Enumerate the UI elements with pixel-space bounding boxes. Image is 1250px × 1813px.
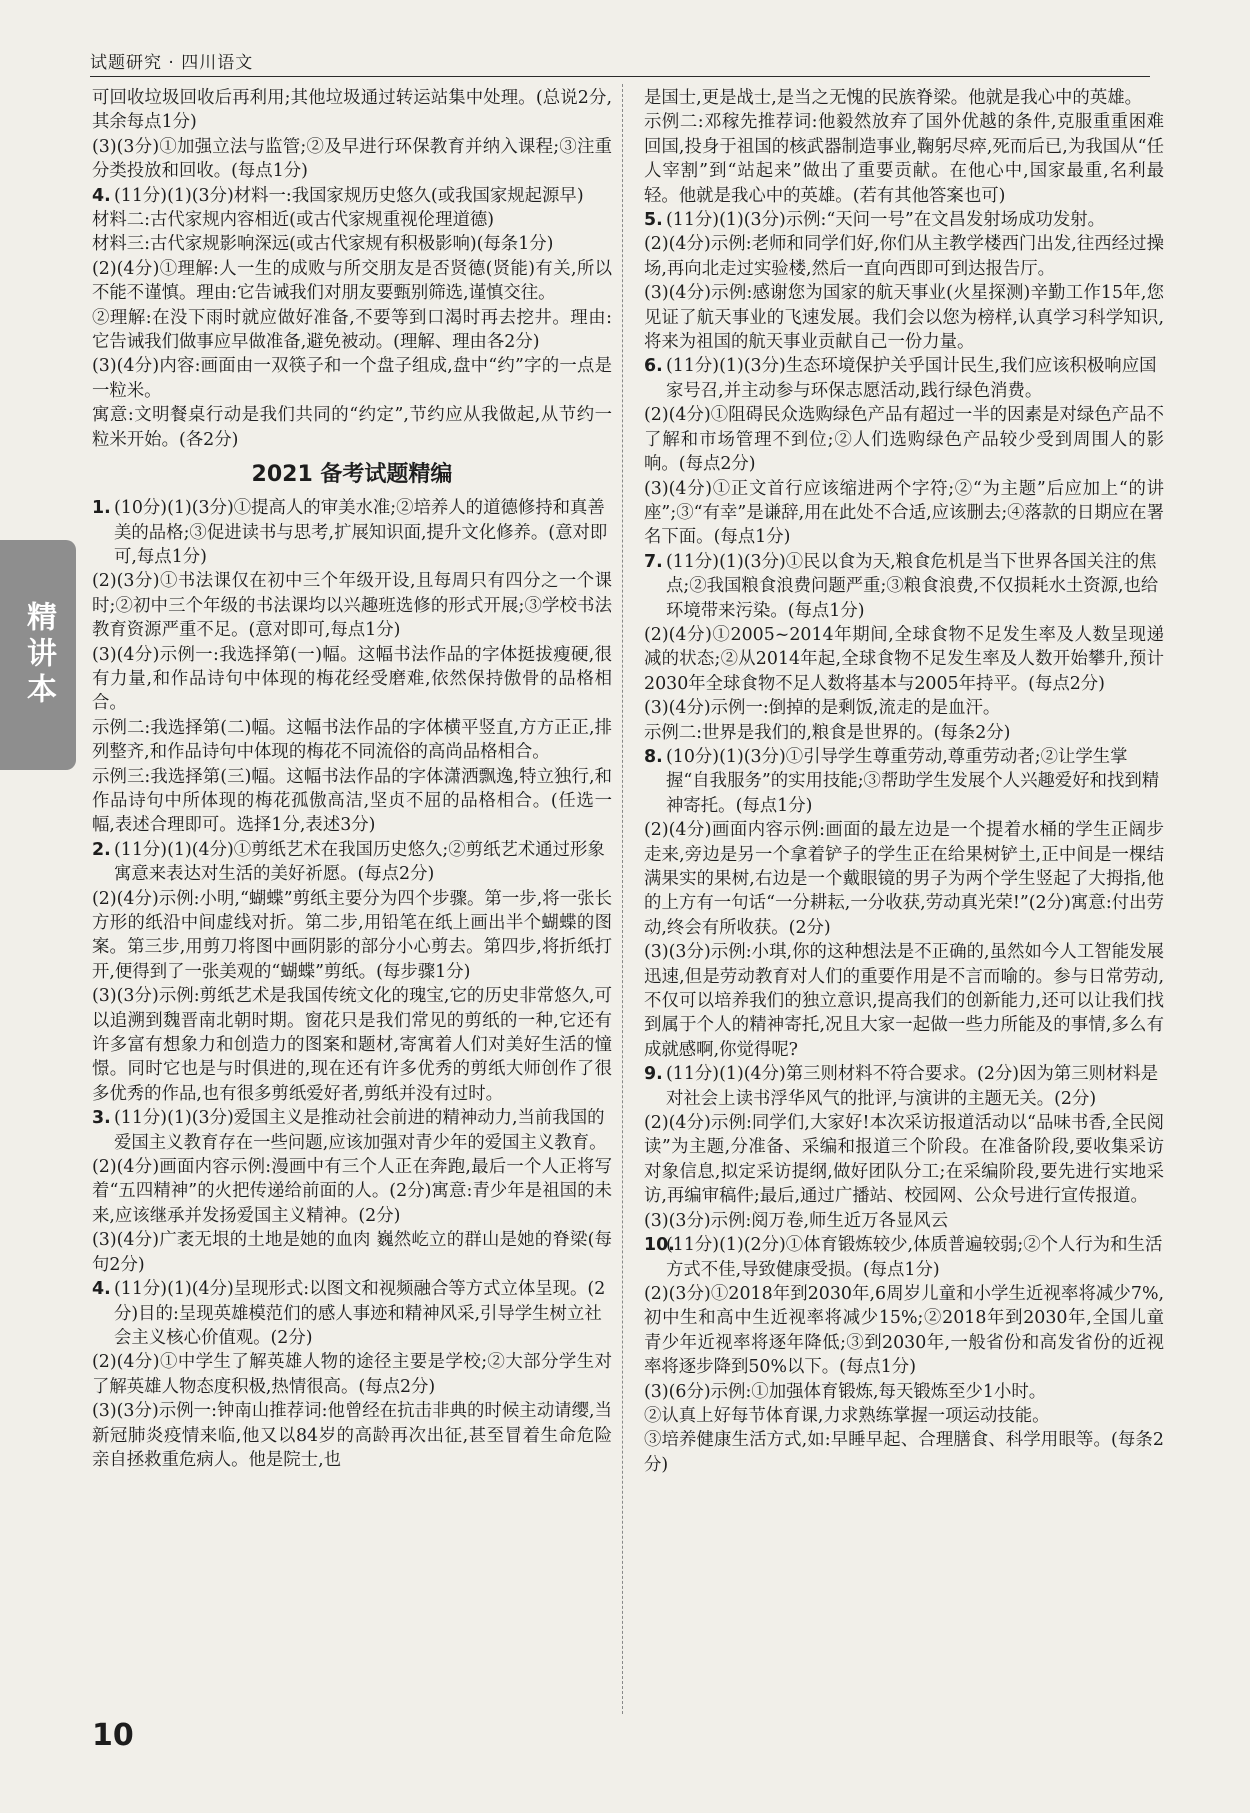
answer-line: 材料二:古代家规内容相近(或古代家规重视伦理道德) [92, 210, 495, 231]
question-item-8 [644, 745, 1164, 818]
answer-line: (2)(4分)示例:小明,“蝴蝶”剪纸主要分为四个步骤。第一步,将一张长方形的纸沿中间虚线对折。第二步,用铅笔在纸上画出半个蝴蝶的图案。第三步,用剪刀将图中画阴影的部分小心剪去。第四步,将折纸打开,便得到了一张美观的“蝴蝶”剪纸。(每步骤1分) [92, 888, 612, 982]
left-column [92, 86, 612, 1472]
answer-line: (2)(3分)①书法课仅在初中三个年级开设,且每周只有四分之一个课时;②初中三个年级的书法课均以兴趣班选修的形式开展;③学校书法教育资源严重不足。(意对即可,每点1分) [92, 571, 612, 641]
answer-line: (2)(4分)示例:老师和同学们好,你们从主教学楼西门出发,往西经过操场,再向北走过实验楼,然后一直向西即可到达报告厅。 [644, 234, 1164, 279]
answer-line: 示例三:我选择第(三)幅。这幅书法作品的字体潇洒飘逸,特立独行,和作品诗句中所体现的梅花孤傲高洁,坚贞不屈的品格相合。(任选一幅,表述合理即可。选择1分,表述3分) [92, 766, 612, 836]
item-text: (11分)(1)(4分)呈现形式:以图文和视频融合等方式立体呈现。(2分)目的:呈现英雄模范们的感人事迹和精神风采,引导学生树立社会主义核心价值观。(2分) [114, 1279, 606, 1348]
question-item-10 [644, 1233, 1164, 1282]
answer-line: (3)(3分)示例:小琪,你的这种想法是不正确的,虽然如今人工智能发展迅速,但是劳动教育对人们的重要作用是不言而喻的。参与日常劳动,不仅可以培养我们的独立意识,提高我们的创新能力,还可以让我们找到属于个人的精神寄托,况且大家一起做一些力所能及的事情,多么有成就感啊,你觉得呢? [644, 942, 1164, 1060]
header-rule [90, 76, 1150, 77]
page-header-title: 试题研究 · 四川语文 [90, 53, 254, 73]
answer-line: 示例二:我选择第(二)幅。这幅书法作品的字体横平竖直,方方正正,排列整齐,和作品诗句中体现的梅花不同流俗的高尚品格相合。 [92, 717, 612, 763]
item-number: 5. [644, 210, 663, 231]
answer-line: ②理解:在没下雨时就应做好准备,不要等到口渴时再去挖井。理由:它告诫我们做事应早做准备,避免被动。(理解、理由各2分) [92, 307, 612, 353]
answer-line: 可回收垃圾回收后再利用;其他垃圾通过转运站集中处理。(总说2分,其余每点1分) [92, 88, 612, 133]
question-item-7 [644, 550, 1164, 623]
question-item-1 [92, 496, 612, 569]
item-number: 10. [644, 1235, 675, 1256]
answer-line: (2)(4分)画面内容示例:画面的最左边是一个提着水桶的学生正阔步走来,旁边是另一个拿着铲子的学生正在给果树铲土,正中间是一棵结满果实的果树,右边是一个戴眼镜的男子为两个学生竖起了大拇指,他的上方有一句话“一分耕耘,一分收获,劳动真光荣!”(2分)寓意:付出劳动,终会有所收获。(2分) [644, 820, 1164, 938]
item-text: (11分)(1)(4分)①剪纸艺术在我国历史悠久;②剪纸艺术通过形象寓意来表达对生活的美好祈愿。(每点2分) [114, 839, 605, 885]
answer-line: (2)(4分)①2005~2014年期间,全球食物不足发生率及人数呈现递减的状态;②从2014年起,全球食物不足发生率及人数开始攀升,预计2030年全球食物不足人数将基本与2005年持平。(每点2分) [644, 624, 1164, 694]
answer-line: (2)(4分)①理解:人一生的成败与所交朋友是否贤德(贤能)有关,所以不能不谨慎。理由:它告诫我们对朋友要甄别筛选,谨慎交往。 [92, 258, 612, 304]
item-number: 6. [644, 356, 663, 377]
answer-line: 是国士,更是战士,是当之无愧的民族脊梁。他就是我心中的英雄。 [644, 88, 1142, 108]
item-text: (10分)(1)(3分)①引导学生尊重劳动,尊重劳动者;②让学生掌握“自我服务”的实用技能;③帮助学生发展个人兴趣爱好和找到精神寄托。(每点1分) [666, 746, 1160, 816]
item-number: 8. [644, 746, 663, 767]
section-heading: 2021 备考试题精编 [251, 462, 453, 488]
question-item-3 [92, 1106, 612, 1155]
item-text: (11分)(1)(3分)材料一:我国家规历史悠久(或我国家规起源早) [114, 185, 584, 206]
answer-line: (3)(3分)示例:阅万卷,师生近万各显风云 [644, 1210, 949, 1231]
item-number: 9. [644, 1064, 663, 1085]
answer-line: (3)(4分)示例一:倒掉的是剩饭,流走的是血汗。 [644, 698, 1001, 719]
answer-line: (3)(4分)①正文首行应该缩进两个字符;②“为主题”后应加上“的讲座”;③“有幸”是谦辞,用在此处不合适,应该删去;④落款的日期应在署名下面。(每点1分) [644, 478, 1164, 548]
item-text: (11分)(1)(3分)①民以食为天,粮食危机是当下世界各国关注的焦点;②我国粮食浪费问题严重;③粮食浪费,不仅损耗水土资源,也给环境带来污染。(每点1分) [666, 551, 1159, 621]
answer-line: (3)(3分)①加强立法与监管;②及早进行环保教育并纳入课程;③注重分类投放和回收。(每点1分) [92, 136, 612, 182]
item-number: 2. [92, 839, 111, 860]
item-text: (11分)(1)(3分)爱国主义是推动社会前进的精神动力,当前我国的爱国主义教育存在一些问题,应该加强对青少年的爱国主义教育。 [114, 1108, 607, 1153]
answer-line: (3)(4分)示例:感谢您为国家的航天事业(火星探测)辛勤工作15年,您见证了航天事业的飞速发展。我们会以您为榜样,认真学习科学知识,将来为祖国的航天事业贡献自己一份力量。 [644, 283, 1164, 353]
answer-line: 寓意:文明餐桌行动是我们共同的“约定”,节约应从我做起,从节约一粒米开始。(各2分) [92, 405, 612, 450]
item-number: 1. [92, 498, 111, 519]
item-text: (10分)(1)(3分)①提高人的审美水准;②培养人的道德修持和真善美的品格;③促进读书与思考,扩展知识面,提升文化修养。(意对即可,每点1分) [114, 498, 608, 567]
question-item-2 [92, 838, 612, 887]
answer-line: (3)(6分)示例:①加强体育锻炼,每天锻炼至少1小时。 [644, 1381, 1047, 1402]
right-column [644, 86, 1164, 1477]
question-item-6 [644, 354, 1164, 403]
side-tab: 精讲本 [0, 540, 76, 770]
item-number: 3. [92, 1108, 111, 1129]
answer-line: (3)(4分)示例一:我选择第(一)幅。这幅书法作品的字体挺拔瘦硬,很有力量,和作品诗句中体现的梅花经受磨难,依然保持傲骨的品格相合。 [92, 644, 612, 714]
answer-line: 示例二:世界是我们的,粮食是世界的。(每条2分) [644, 722, 1011, 743]
item-text: (11分)(1)(2分)①体育锻炼较少,体质普遍较弱;②个人行为和生活方式不佳,导致健康受损。(每点1分) [666, 1235, 1163, 1280]
answer-line: (2)(4分)①阻碍民众选购绿色产品有超过一半的因素是对绿色产品不了解和市场管理不到位;②人们选购绿色产品较少受到周围人的影响。(每点2分) [644, 405, 1164, 475]
answer-line: (3)(4分)内容:画面由一双筷子和一个盘子组成,盘中“约”字的一点是一粒米。 [92, 356, 612, 401]
answer-line: (2)(3分)①2018年到2030年,6周岁儿童和小学生近视率将减少7%,初中生和高中生近视率将减少15%;②2018年到2030年,全国儿童青少年近视率将逐年降低;③到2030年,一般省份和高发省份的近视率将逐步降到50%以下。(每点1分) [644, 1283, 1164, 1378]
answer-line: (3)(4分)广袤无垠的土地是她的血肉 巍然屹立的群山是她的脊梁(每句2分) [92, 1230, 612, 1275]
answer-line: (3)(3分)示例:剪纸艺术是我国传统文化的瑰宝,它的历史非常悠久,可以追溯到魏晋南北朝时期。窗花只是我们常见的剪纸的一种,它还有许多富有想象力和创造力的图案和题材,寄寓着人们对美好生活的憧憬。同时它也是与时俱进的,现在还有许多优秀的剪纸大师创作了很多优秀的作品,也有很多剪纸爱好者,剪纸并没有过时。 [92, 986, 612, 1104]
item-number: 4. [92, 1279, 111, 1300]
item-text: (11分)(1)(3分)示例:“天问一号”在文昌发射场成功发射。 [666, 210, 1106, 231]
page-number: 10 [92, 1718, 134, 1753]
answer-line: (2)(4分)示例:同学们,大家好!本次采访报道活动以“品味书香,全民阅读”为主题,分准备、采编和报道三个阶段。在准备阶段,要收集采访对象信息,拟定采访提纲,做好团队分工;在采编阶段,要先进行实地采访,再编审稿件;最后,通过广播站、校园网、公众号进行宣传报道。 [644, 1113, 1164, 1207]
question-item-5 [644, 208, 1164, 232]
answer-line: (2)(4分)①中学生了解英雄人物的途径主要是学校;②大部分学生对了解英雄人物态度积极,热情很高。(每点2分) [92, 1352, 612, 1397]
item-number: 4. [92, 185, 111, 206]
item-text: (11分)(1)(4分)第三则材料不符合要求。(2分)因为第三则材料是对社会上读书浮华风气的批评,与演讲的主题无关。(2分) [666, 1064, 1159, 1109]
answer-line: 示例二:邓稼先推荐词:他毅然放弃了国外优越的条件,克服重重困难回国,投身于祖国的核武器制造事业,鞠躬尽瘁,死而后已,为我国从“任人宰割”到“站起来”做出了重要贡献。在他心中,国家最重,名利最轻。他就是我心中的英雄。(若有其他答案也可) [644, 112, 1164, 206]
question-item-4a [92, 184, 612, 208]
item-text: (11分)(1)(3分)生态环境保护关乎国计民生,我们应该积极响应国家号召,并主动参与环保志愿活动,践行绿色消费。 [666, 356, 1157, 401]
answer-line: (3)(3分)示例一:钟南山推荐词:他曾经在抗击非典的时候主动请缨,当新冠肺炎疫情来临,他又以84岁的高龄再次出征,甚至冒着生命危险亲自拯救重危病人。他是院士,也 [92, 1401, 612, 1470]
answer-line: ③培养健康生活方式,如:早睡早起、合理膳食、科学用眼等。(每条2分) [644, 1430, 1164, 1475]
column-divider [622, 84, 623, 1714]
item-number: 7. [644, 551, 663, 572]
answer-line: 材料三:古代家规影响深远(或古代家规有积极影响)(每条1分) [92, 234, 554, 255]
question-item-9 [644, 1062, 1164, 1111]
answer-line: ②认真上好每节体育课,力求熟练掌握一项运动技能。 [644, 1405, 1050, 1426]
answer-line: (2)(4分)画面内容示例:漫画中有三个人正在奔跑,最后一个人正将写着“五四精神”的火把传递给前面的人。(2分)寓意:青少年是祖国的未来,应该继承并发扬爱国主义精神。(2分) [92, 1157, 612, 1226]
question-item-4b [92, 1277, 612, 1350]
